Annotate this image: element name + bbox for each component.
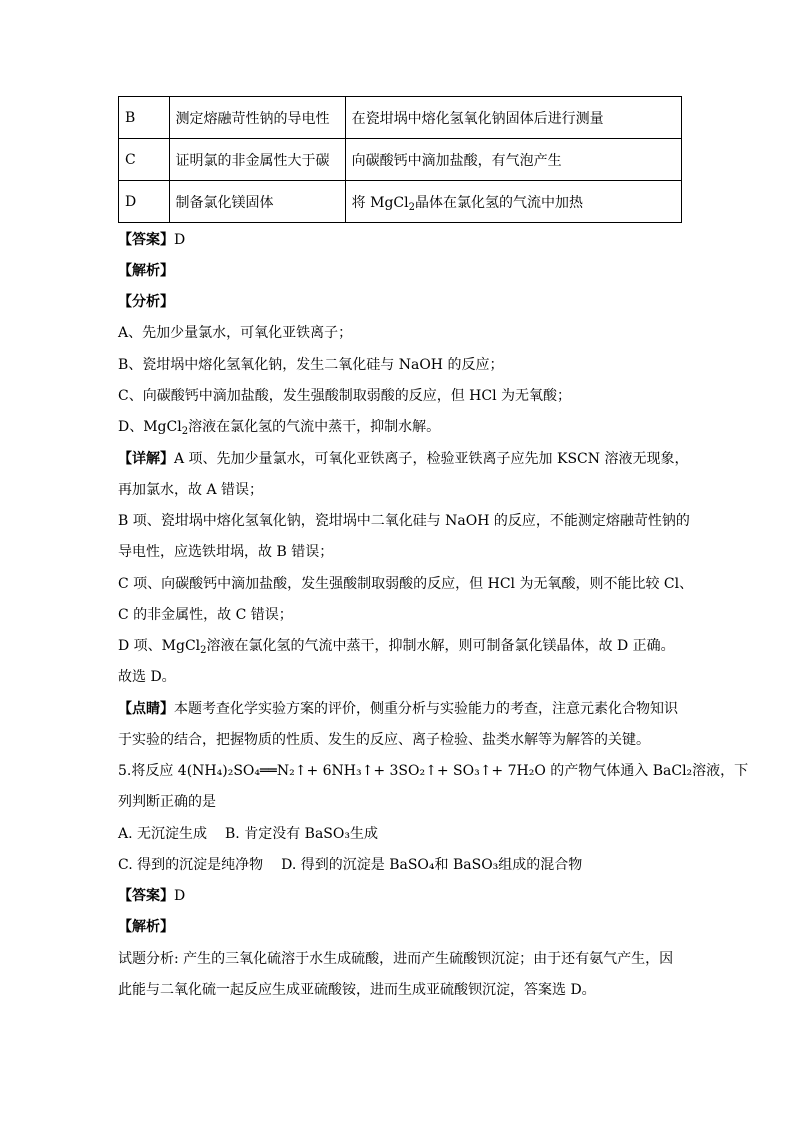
q4-fenxi-label: 【分析】 bbox=[118, 294, 174, 310]
table-row bbox=[119, 139, 682, 181]
row-label: B bbox=[119, 97, 170, 139]
row-method: 在瓷坩埚中熔化氢氧化钠固体后进行测量 bbox=[345, 97, 681, 139]
q4-dianjing-2: 于实验的结合，把握物质的性质、发生的反应、离子检验、盐类水解等为解答的关键。 bbox=[118, 732, 650, 748]
option-c: C. 得到的沉淀是纯净物 bbox=[118, 857, 264, 873]
option-a: A. 无沉淀生成 bbox=[118, 826, 208, 842]
q4-fenxi-a: A、先加少量氯水，可氧化亚铁离子； bbox=[118, 325, 353, 341]
row-label: D bbox=[119, 181, 170, 223]
q4-fenxi-c: C、向碳酸钙中滴加盐酸，发生强酸制取弱酸的反应，但 HCl 为无氧酸； bbox=[118, 388, 572, 404]
q5-stem-2: 列判断正确的是 bbox=[118, 794, 216, 810]
q4-analysis-label: 【解析】 bbox=[118, 263, 174, 279]
experiment-table bbox=[118, 96, 682, 223]
q4-detail-b1: B 项、瓷坩埚中熔化氢氧化钠，瓷坩埚中二氧化硅与 NaOH 的反应，不能测定熔融苛性钠的 bbox=[118, 513, 690, 529]
q4-dianjing-1: 【点睛】本题考查化学实验方案的评价，侧重分析与实验能力的考查，注意元素化合物知识 bbox=[118, 701, 678, 717]
row-label: C bbox=[119, 139, 170, 181]
q4-fenxi-d: D、MgCl$_2$溶液在氯化氢的气流中蒸干，抑制水解。 bbox=[118, 419, 441, 437]
row-purpose: 证明氯的非金属性大于碳 bbox=[169, 139, 345, 181]
q4-detail-b2: 导电性，应选铁坩埚，故 B 错误； bbox=[118, 544, 334, 560]
q4-detail-a2: 再加氯水，故 A 错误； bbox=[118, 482, 264, 498]
q5-stem-1: 5.将反应 4(NH₄)₂SO₄══N₂↑+ 6NH₃↑+ 3SO₂↑+ SO₃↑+ 7H₂O 的产物气体通入 BaCl₂溶液，下 bbox=[118, 763, 749, 779]
q5-options-cd bbox=[118, 855, 582, 875]
row-method: 将 MgCl$_2$晶体在氯化氢的气流中加热 bbox=[345, 181, 681, 223]
option-b: B. 肯定没有 BaSO₃生成 bbox=[225, 826, 378, 842]
q5-analysis-label: 【解析】 bbox=[118, 919, 174, 935]
q4-fenxi-b: B、瓷坩埚中熔化氢氧化钠，发生二氧化硅与 NaOH 的反应； bbox=[118, 357, 504, 373]
q5-analysis-2: 此能与二氧化硫一起反应生成亚硫酸铵，进而生成亚硫酸钡沉淀，答案选 D。 bbox=[118, 982, 596, 998]
q5-analysis-1: 试题分析: 产生的三氧化硫溶于水生成硫酸，进而产生硫酸钡沉淀；由于还有氨气产生，因 bbox=[118, 951, 674, 967]
table-row bbox=[119, 97, 682, 139]
table-row bbox=[119, 181, 682, 223]
q4-choose: 故选 D。 bbox=[118, 669, 176, 685]
q5-options-ab bbox=[118, 824, 378, 844]
q4-answer: 【答案】D bbox=[118, 232, 186, 248]
row-purpose: 测定熔融苛性钠的导电性 bbox=[169, 97, 345, 139]
q4-detail-c2: C 的非金属性，故 C 错误； bbox=[118, 607, 293, 623]
q4-detail-d: D 项、MgCl$_2$溶液在氯化氢的气流中蒸干，抑制水解，则可制备氯化镁晶体，故 D 正确。 bbox=[118, 638, 675, 656]
row-purpose: 制备氯化镁固体 bbox=[169, 181, 345, 223]
option-d: D. 得到的沉淀是 BaSO₄和 BaSO₃组成的混合物 bbox=[281, 857, 583, 873]
row-method: 向碳酸钙中滴加盐酸，有气泡产生 bbox=[345, 139, 681, 181]
q4-detail-a1: 【详解】A 项、先加少量氯水，可氧化亚铁离子，检验亚铁离子应先加 KSCN 溶液无现象， bbox=[118, 451, 689, 467]
q5-answer: 【答案】D bbox=[118, 888, 186, 904]
q4-detail-c1: C 项、向碳酸钙中滴加盐酸，发生强酸制取弱酸的反应，但 HCl 为无氧酸，则不能比较 Cl、 bbox=[118, 576, 694, 592]
